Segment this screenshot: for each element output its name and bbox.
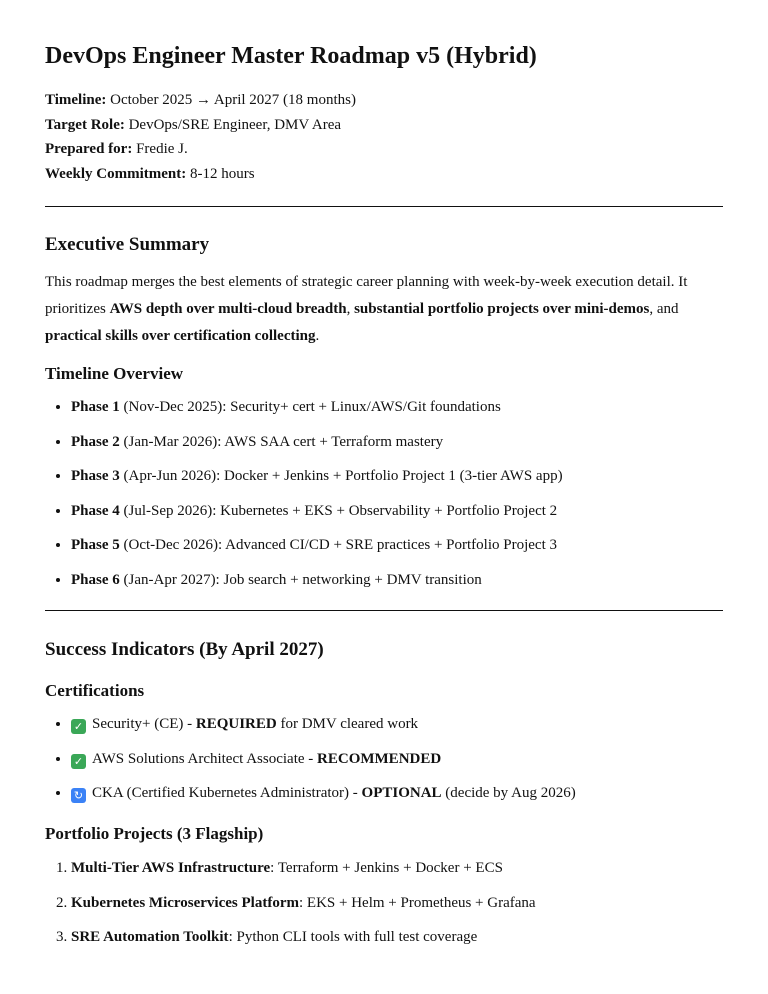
phase-name: Phase 3	[71, 468, 120, 484]
timeline-value: October 2025 → April 2027 (18 months)	[106, 92, 356, 108]
executive-summary-text: This roadmap merges the best elements of strategic career planning with week-by-week execution detail. It prioritizes AWS depth over multi-cloud breadth, substantial portfolio projects over mini-demos, and practical skills over certification collecting.	[45, 274, 688, 344]
certification-item	[71, 749, 576, 769]
divider	[45, 206, 723, 207]
page-title: DevOps Engineer Master Roadmap v5 (Hybrid)	[45, 43, 537, 69]
certification-list	[45, 714, 576, 818]
weekly-commitment-label: Weekly Commitment:	[45, 165, 187, 182]
prepared-for-value: Fredie J.	[132, 141, 188, 157]
certification-item	[71, 783, 576, 803]
phase-name: Phase 1	[71, 399, 120, 415]
check-mark-icon: ✓	[71, 754, 86, 769]
certification-status: OPTIONAL	[361, 785, 442, 801]
phase-name: Phase 6	[71, 571, 120, 588]
project-detail: : EKS + Helm + Prometheus + Grafana	[298, 894, 536, 911]
timeline-overview-heading: Timeline Overview	[45, 364, 184, 383]
project-detail: : Python CLI tools with full test coverage	[228, 929, 478, 945]
project-name: Kubernetes Microservices Platform	[71, 894, 299, 911]
weekly-commitment-line	[45, 162, 356, 187]
target-role-line	[45, 113, 356, 138]
certification-status: RECOMMENDED	[317, 750, 442, 767]
certification-status: REQUIRED	[195, 716, 277, 732]
divider	[45, 610, 723, 611]
phase-name: Phase 5	[71, 537, 120, 553]
target-role-value: DevOps/SRE Engineer, DMV Area	[124, 116, 342, 133]
executive-summary-heading: Executive Summary	[45, 234, 210, 255]
phase-item	[71, 501, 563, 521]
project-name: SRE Automation Toolkit	[71, 929, 229, 945]
project-item	[71, 893, 536, 913]
cycle-arrows-icon: ↻	[71, 788, 86, 803]
phase-detail: (Jan-Mar 2026): AWS SAA cert + Terraform mastery	[119, 433, 444, 450]
phase-detail: (Oct-Dec 2026): Advanced CI/CD + SRE practices + Portfolio Project 3	[119, 537, 557, 553]
phase-detail: (Jan-Apr 2027): Job search + networking + DMV transition	[119, 571, 482, 588]
certifications-heading: Certifications	[45, 681, 145, 700]
phase-name: Phase 2	[71, 433, 120, 450]
certification-name: AWS Solutions Architect Associate -	[92, 750, 318, 767]
phase-list	[45, 397, 563, 604]
certification-note: for DMV cleared work	[276, 716, 419, 732]
phase-item	[71, 466, 563, 486]
portfolio-projects-heading: Portfolio Projects (3 Flagship)	[45, 824, 264, 843]
prepared-for-line	[45, 137, 356, 162]
certification-name: CKA (Certified Kubernetes Administrator) -	[92, 785, 362, 801]
metadata-block	[45, 88, 356, 186]
phase-detail: (Jul-Sep 2026): Kubernetes + EKS + Observability + Portfolio Project 2	[119, 502, 558, 519]
certification-name: Security+ (CE) -	[92, 716, 196, 732]
portfolio-project-list	[45, 858, 536, 962]
weekly-commitment-value: 8-12 hours	[186, 165, 255, 182]
project-item	[71, 858, 536, 878]
phase-detail: (Apr-Jun 2026): Docker + Jenkins + Portfolio Project 1 (3-tier AWS app)	[119, 468, 563, 484]
prepared-for-label: Prepared for:	[45, 141, 133, 157]
timeline-label: Timeline:	[45, 92, 107, 108]
project-detail: : Terraform + Jenkins + Docker + ECS	[270, 860, 503, 876]
target-role-label: Target Role:	[45, 116, 125, 133]
certification-item	[71, 714, 576, 734]
timeline-line	[45, 88, 356, 113]
project-name: Multi-Tier AWS Infrastructure	[71, 860, 271, 876]
project-item	[71, 927, 536, 947]
phase-item	[71, 432, 563, 452]
phase-item	[71, 570, 563, 590]
check-mark-icon: ✓	[71, 719, 86, 734]
phase-name: Phase 4	[71, 502, 120, 519]
success-indicators-heading: Success Indicators (By April 2027)	[45, 639, 324, 660]
phase-detail: (Nov-Dec 2025): Security+ cert + Linux/AWS/Git foundations	[119, 399, 501, 415]
certification-note: (decide by Aug 2026)	[441, 785, 576, 801]
phase-item	[71, 535, 563, 555]
phase-item	[71, 397, 563, 417]
